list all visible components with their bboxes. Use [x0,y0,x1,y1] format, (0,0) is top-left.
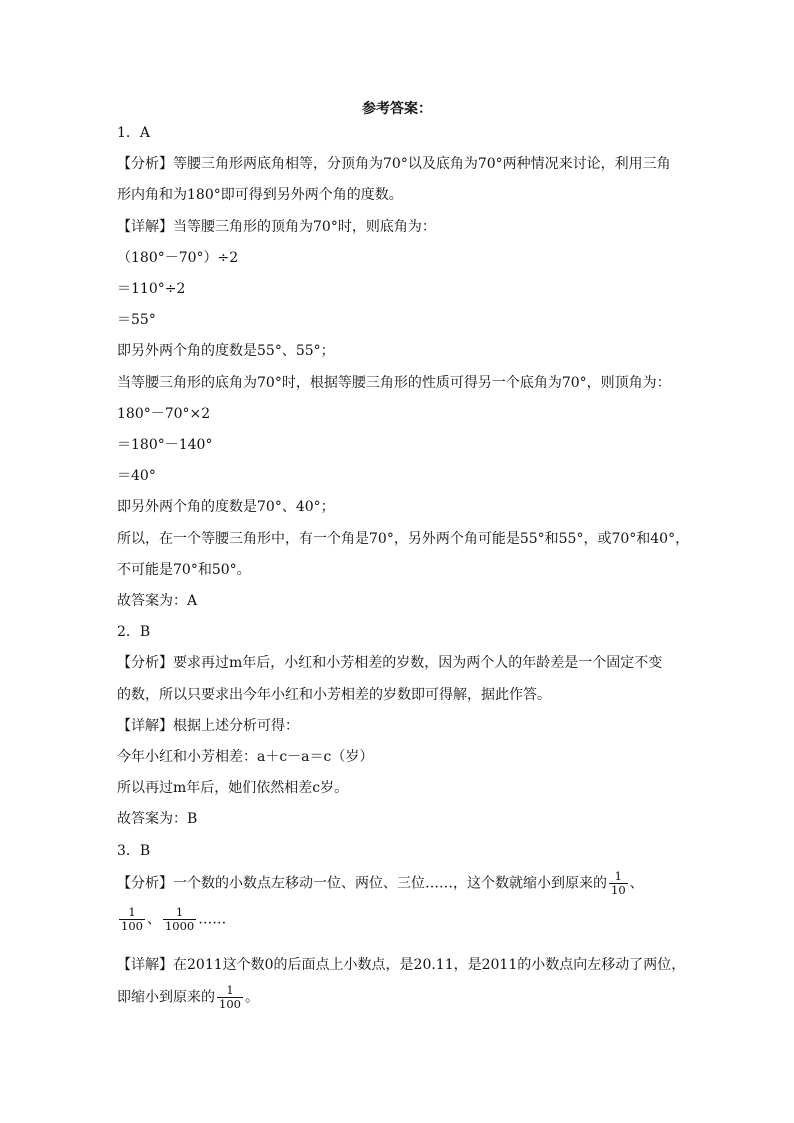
answer-line: ＝180°－140° [117,437,213,453]
separator: 、 [629,875,644,892]
answer-line: 今年小红和小芳相差：a＋c－a＝c（岁） [117,749,374,765]
answer-line: （180°－70°）÷2 [117,250,239,266]
answer-line: 的数，所以只要求出今年小红和小芳相差的岁数即可得解，据此作答。 [117,687,551,703]
fraction [163,906,196,933]
q3-analysis-text: 【分析】一个数的小数点左移动一位、两位、三位……，这个数就缩小到原来的 [117,875,607,892]
answer-line: ＝40° [117,468,156,484]
answer-line: 3．B [117,843,151,859]
answer-line: 1．A [117,125,151,141]
fraction-denominator: 100 [121,919,143,933]
answer-line: 180°－70°×2 [117,406,211,422]
answer-line: 故答案为：B [117,811,198,827]
answer-line: ＝110°÷2 [117,281,186,297]
fraction-numerator: 1 [614,869,622,883]
fraction-numerator: 1 [128,905,136,919]
answer-line: 即另外两个角的度数是55°、55°； [117,343,335,359]
answer-line: 故答案为：A [117,593,198,609]
ellipsis: …… [198,911,227,928]
answer-line: 【分析】等腰三角形两底角相等，分顶角为70°以及底角为70°两种情况来讨论，利用三角 [117,156,671,172]
answer-line: 不可能是70°和50°。 [117,562,251,578]
answer-line: 所以，在一个等腰三角形中，有一个角是70°，另外两个角可能是55°和55°，或70°和40°， [117,531,690,547]
q3-last-line [117,984,259,1011]
answer-line: ＝55° [117,312,156,328]
page-title: 参考答案： [362,101,432,117]
answer-line: 【详解】当等腰三角形的顶角为70°时，则底角为： [117,219,436,235]
period: 。 [244,989,259,1006]
answer-line: 当等腰三角形的底角为70°时，根据等腰三角形的性质可得另一个底角为70°，则顶角为： [117,375,671,391]
separator: 、 [146,911,161,928]
q3-fractions-line [117,906,226,933]
answer-line: 形内角和为180°即可得到另外两个角的度数。 [117,187,403,203]
answer-line: 【分析】要求再过m年后，小红和小芳相差的岁数，因为两个人的年龄差是一个固定不变 [117,655,663,671]
answer-line: 2．B [117,624,151,640]
answer-line: 即另外两个角的度数是70°、40°； [117,499,335,515]
fraction-denominator: 10 [611,883,626,897]
answer-line: 所以再过m年后，她们依然相差c岁。 [117,780,349,796]
fraction [119,906,145,933]
fraction-denominator: 100 [219,997,241,1011]
fraction-denominator: 1000 [164,919,195,933]
q3-last-text: 即缩小到原来的 [117,989,215,1006]
q3-detail-line: 【详解】在2011这个数0的后面点上小数点，是20.11，是2011的小数点向左移动了两位， [117,957,686,973]
fraction-numerator: 1 [175,905,184,919]
fraction [217,984,243,1011]
answer-line: 【详解】根据上述分析可得： [117,718,299,734]
fraction-numerator: 1 [226,983,234,997]
fraction [609,870,628,897]
q3-analysis-line [117,870,644,897]
